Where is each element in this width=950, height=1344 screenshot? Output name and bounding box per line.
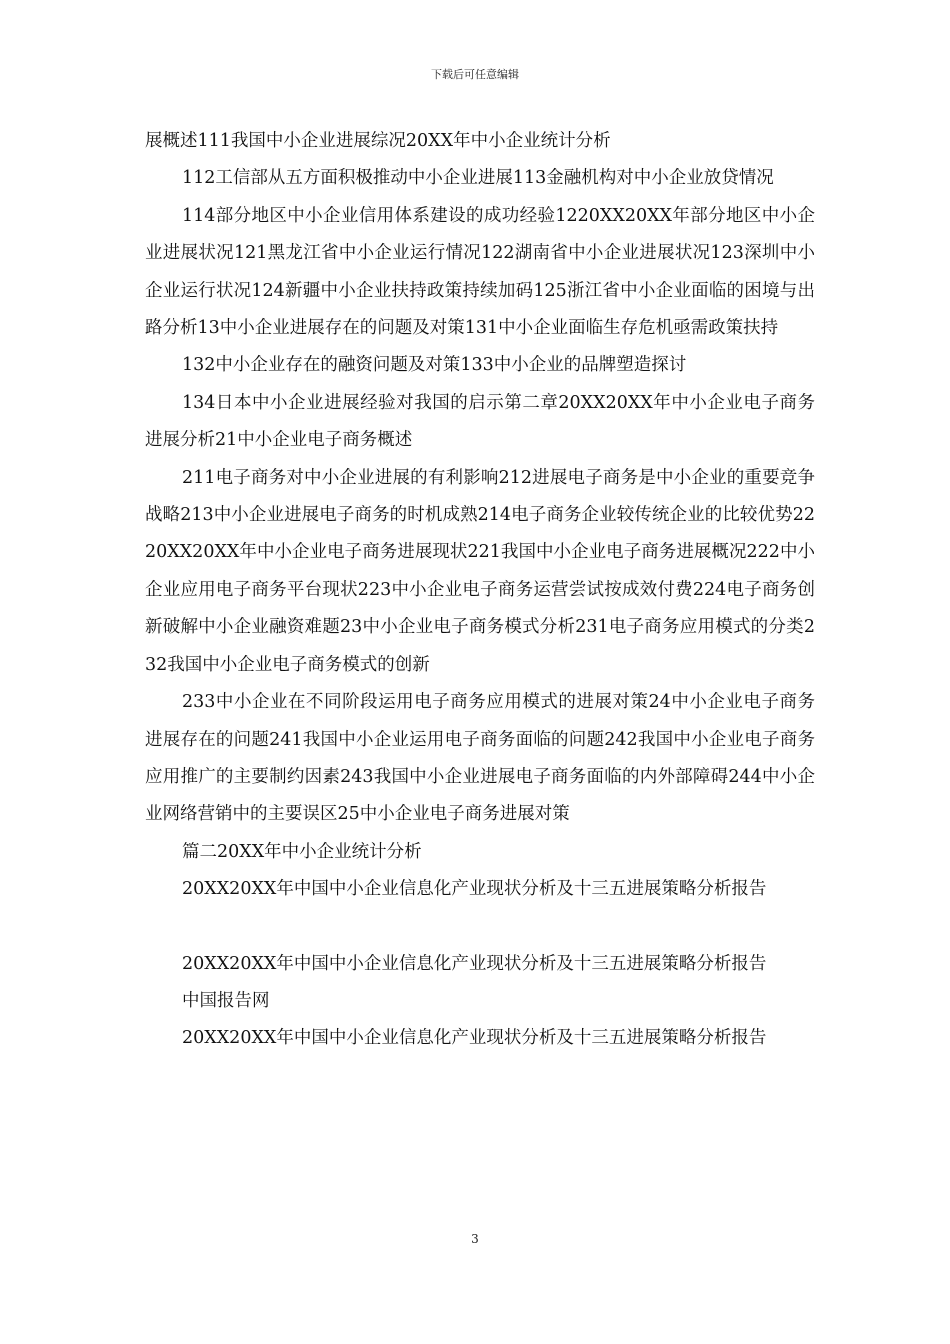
page-header: 下载后可任意编辑: [431, 68, 519, 81]
paragraph-8: 篇二20XX年中小企业统计分析: [182, 841, 422, 862]
paragraph-7: 233中小企业在不同阶段运用电子商务应用模式的进展对策24中小企业电子商务进展存在的问题241我国中小企业运用电子商务面临的问题242我国中小企业电子商务应用推广的主要制约因素243我国中小企业进展电子商务面临的内外部障碍244中小企业网络营销中的主要误区25中小企业电子商务进展对策: [145, 692, 815, 825]
blank-line: [145, 909, 815, 946]
paragraph-2: 112工信部从五方面积极推动中小企业进展113金融机构对中小企业放贷情况: [182, 168, 774, 189]
document-body: [145, 123, 815, 1058]
paragraph-9: 20XX20XX年中国中小企业信息化产业现状分析及十三五进展策略分析报告: [182, 879, 767, 900]
paragraph-3: 114部分地区中小企业信用体系建设的成功经验1220XX20XX年部分地区中小企业进展状况121黑龙江省中小企业运行情况122湖南省中小企业进展状况123深圳中小企业运行状况124新疆中小企业扶持政策持续加码125浙江省中小企业面临的困境与出路分析13中小企业进展存在的问题及对策131中小企业面临生存危机亟需政策扶持: [145, 205, 815, 339]
paragraph-1: 展概述111我国中小企业进展综况20XX年中小企业统计分析: [145, 131, 611, 151]
paragraph-5: 134日本中小企业进展经验对我国的启示第二章20XX20XX年中小企业电子商务进展分析21中小企业电子商务概述: [145, 392, 815, 451]
page-number: 3: [471, 1232, 479, 1246]
paragraph-6: 211电子商务对中小企业进展的有利影响212进展电子商务是中小企业的重要竞争战略213中小企业进展电子商务的时机成熟214电子商务企业较传统企业的比较优势2220XX20XX年中小企业电子商务进展现状221我国中小企业电子商务进展概况222中小企业应用电子商务平台现状223中小企业电子商务运营尝试按成效付费224电子商务创新破解中小企业融资难题23中小企业电子商务模式分析231电子商务应用模式的分类232我国中小企业电子商务模式的创新: [145, 467, 815, 675]
paragraph-10: 20XX20XX年中国中小企业信息化产业现状分析及十三五进展策略分析报告: [182, 953, 767, 974]
paragraph-4: 132中小企业存在的融资问题及对策133中小企业的品牌塑造探讨: [182, 355, 687, 376]
paragraph-12: 20XX20XX年中国中小企业信息化产业现状分析及十三五进展策略分析报告: [182, 1028, 767, 1049]
paragraph-11: 中国报告网: [182, 990, 270, 1011]
